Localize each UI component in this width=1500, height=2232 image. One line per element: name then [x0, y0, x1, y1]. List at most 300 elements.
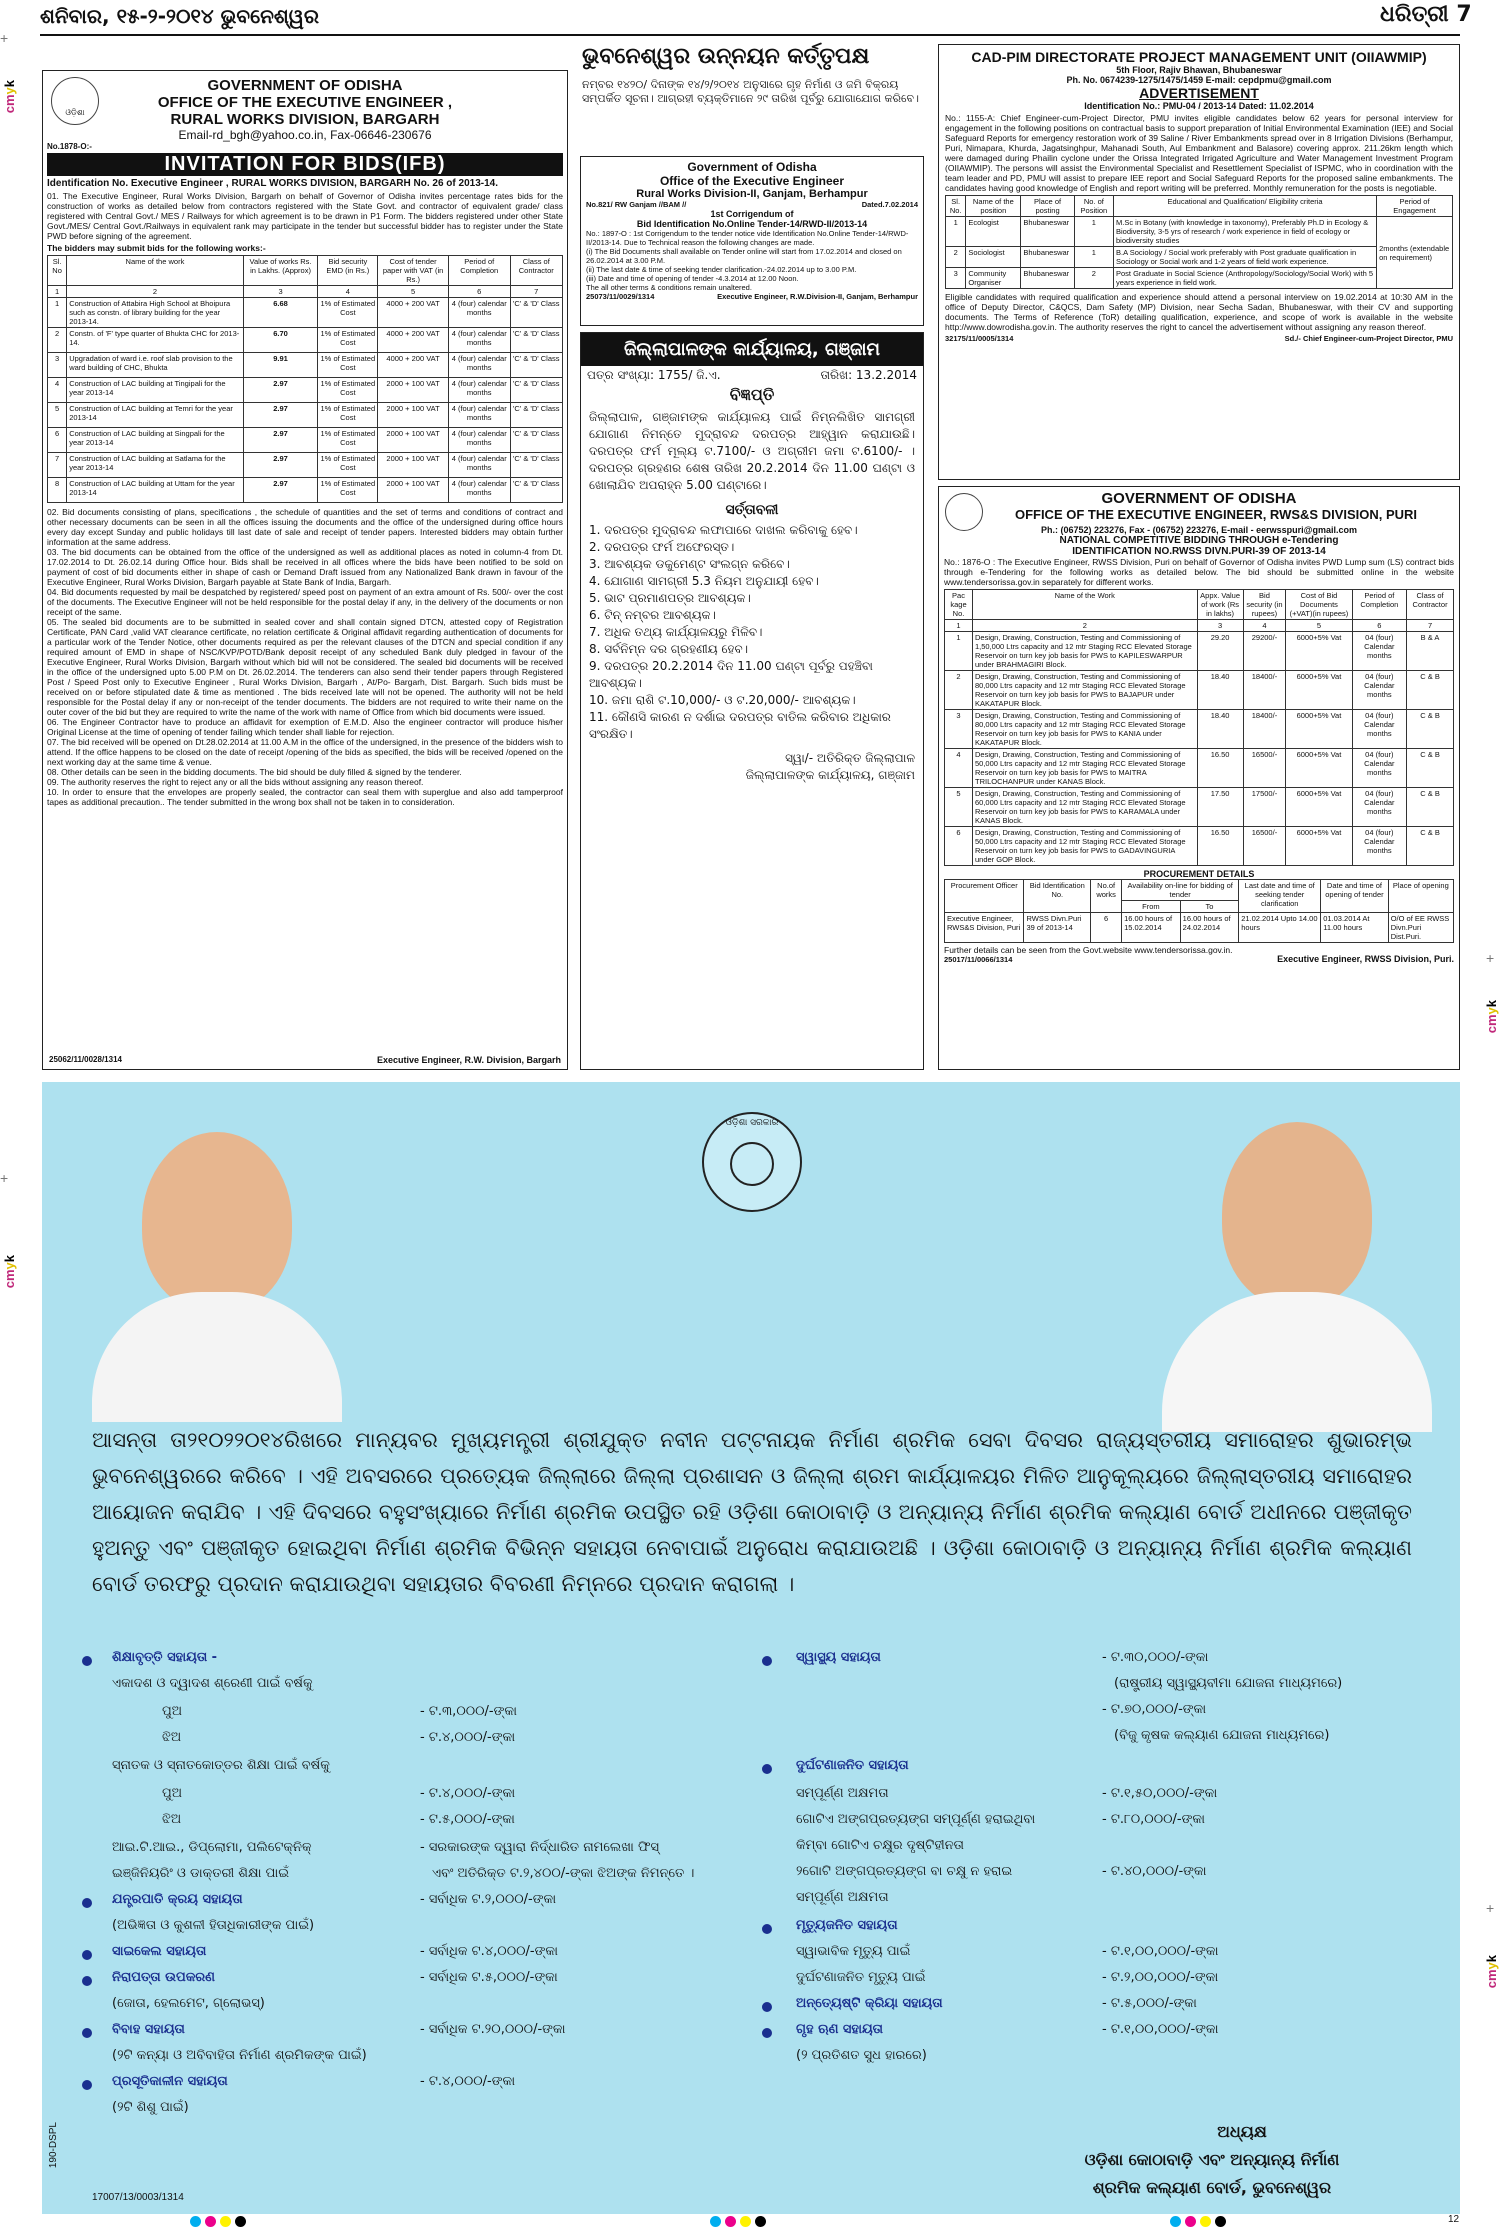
odia-tender-item: 7. ଅଧିକ ତଥ୍ୟ କାର୍ଯ୍ୟାଳୟରୁ ମିଳିବ। [589, 625, 763, 639]
edu-title: ଶିକ୍ଷାବୃତ୍ତି ସହାୟତା - [112, 1650, 218, 1665]
edu-val-4: - ଟ.୫,୦୦୦/-ଙ୍କା [420, 1812, 515, 1827]
house-val: - ଟ.୧,୦୦,୦୦୦/-ଙ୍କା [1102, 2022, 1219, 2037]
rwss-col-header: Name of the Work [973, 590, 1198, 620]
table-row [48, 298, 563, 328]
death-2: ଦୁର୍ଘଟଣାଜନିତ ମୃତ୍ୟୁ ପାଇଁ [796, 1970, 926, 1985]
banner-intro: ଆସନ୍ତା ତା୨୧୦୨୨୦୧୪ରିଖରେ ମାନ୍ୟବର ମୁଖ୍ୟମନ୍ତ୍ରୀ ଶ୍ରୀଯୁକ୍ତ ନବୀନ ପଟ୍ଟନାୟକ ନିର୍ମାଣ ଶ୍ରମିକ ସେବା ଦିବସର ରାଜ୍ୟସ୍ତରୀୟ ସମାରୋହର ଶୁଭାରମ୍ଭ ଭୁବନେଶ୍ୱରରେ କରିବେ । ଏହି ଅବସରରେ ପ୍ରତ୍ୟେକ ଜିଲ୍ଲାରେ ଜିଲ୍ଲା ପ୍ରଶାସନ ଓ ଜିଲ୍ଲା ଶ୍ରମ କାର୍ଯ୍ୟାଳୟର ମିଳିତ ଆନୁକୂଲ୍ୟରେ ଜିଲ୍ଲାସ୍ତରୀୟ ସମାରୋହର ଆୟୋଜନ କରାଯିବ । ଏହି ଦିବସରେ ବହୁସଂଖ୍ୟାରେ ନିର୍ମାଣ ଶ୍ରମିକ ଉପସ୍ଥିତ ରହି ଓଡ଼ିଶା କୋଠାବାଡ଼ି ଓ ଅନ୍ୟାନ୍ୟ ନିର୍ମାଣ ଶ୍ରମିକ କଲ୍ୟାଣ ବୋର୍ଡ ଅଧୀନରେ ପଞ୍ଜୀକୃତ ହୁଅନ୍ତୁ ଏବଂ ପଞ୍ଜୀକୃତ ହୋଇଥିବା ନିର୍ମାଣ ଶ୍ରମିକ ବିଭିନ୍ନ ସହାୟତା ନେବାପାଇଁ ଅନୁରୋଧ କରାଯାଉଅଛି । ଓଡ଼ିଶା କୋଠାବାଡ଼ି ଓ ଅନ୍ୟାନ୍ୟ ନିର୍ମାଣ ଶ୍ରମିକ କଲ୍ୟାଣ ବୋର୍ଡ ତରଫରୁ ପ୍ରଦାନ କରାଯାଉଥିବା ସହାୟତାର ବିବରଣୀ ନିମ୍ନରେ ପ୍ରଦାନ କରାଗଲା । [92, 1428, 1412, 1596]
cadpim-advertisement [938, 44, 1460, 480]
cadpim-adv: ADVERTISEMENT [1139, 85, 1259, 101]
ifb-cell-cls: 'C' & 'D' Class [510, 378, 563, 403]
ifb-cell-cost: 2000 + 100 VAT [378, 428, 449, 453]
crop-mark-right-bottom: + [1486, 1900, 1495, 1916]
rwss-footer [944, 955, 1454, 964]
health-val-2: - ଟ.୭୦,୦୦୦/-ଙ୍କା [1102, 1702, 1207, 1717]
header-rule [40, 34, 1460, 36]
odia-tender-sign-2: ଜିଲ୍ଲାପାଳଙ୍କ କାର୍ଯ୍ୟାଳୟ, ଗଞ୍ଜାମ [745, 768, 915, 782]
corr-no: No.: 1897-O : 1st Corrigendum to the tender notice vide Identification No.Online Tender-14/RWD-II/2013-14. Due to Technical reason the following changes are made. [586, 229, 909, 247]
edu-girl-1: ଝିଅ [162, 1730, 182, 1745]
table-row [946, 217, 1453, 247]
rwss-cell-cls: C & B [1407, 749, 1454, 788]
cad-cell-name: Ecologist [966, 217, 1021, 247]
table-row [48, 353, 563, 378]
rwss-foot-sign: Executive Engineer, RWSS Division, Puri. [1277, 954, 1454, 964]
ifb-foot-no: 25062/11/0028/1314 [49, 1055, 122, 1064]
ifb-cell-name: Construction of LAC building at Singpali for the year 2013-14 [67, 428, 243, 453]
edu-sub-3a: ଆଇ.ଟି.ଆଇ., ଡିପ୍ଲୋମା, ପଲିଟେକ୍‌ନିକ୍ [112, 1840, 312, 1855]
ifb-cell-cost: 4000 + 200 VAT [378, 298, 449, 328]
ifb-cell-sl: 5 [48, 403, 67, 428]
rwss-cell-pk: 1 [945, 632, 973, 671]
cmyk-mark-right-2: cmyk [1484, 1955, 1499, 1989]
ifb-cell-name: Upgradation of ward i.e. roof slab provision to the ward building of CHC, Bhukta [67, 353, 243, 378]
ifb-col-header: Sl. No [48, 256, 67, 286]
ifb-cell-name: Constn. of 'F' type quarter of Bhukta CHC for 2013-14. [67, 328, 243, 353]
odia-tender-item: 6. ଟିନ୍ ନମ୍ବର ଆବଶ୍ୟକ। [589, 608, 716, 622]
cad-col-header: Place of posting [1021, 196, 1074, 217]
table-row [48, 428, 563, 453]
odia-tender-heading: ଜିଲ୍ଲାପାଳଙ୍କ କାର୍ଯ୍ୟାଳୟ, ଗଞ୍ଜାମ [581, 333, 923, 366]
bullet-cycle [82, 1950, 92, 1960]
ifb-cell-name: Construction of LAC building at Uttam for the year 2013-14 [67, 478, 243, 503]
cad-cell-name: Community Organiser [966, 268, 1021, 289]
rwss-cell-val: 16.50 [1197, 749, 1243, 788]
edu-val-5a: - ସରକାରଙ୍କ ଦ୍ୱାରା ନିର୍ଦ୍ଧାରିତ ନାମଲେଖା ଫିସ୍ [420, 1840, 659, 1855]
edu-sub-1: ଏକାଦଶ ଓ ଦ୍ୱାଦଶ ଶ୍ରେଣୀ ପାଇଁ ବର୍ଷକୁ [112, 1676, 313, 1691]
acc-3: କିମ୍ବା ଗୋଟିଏ ଚକ୍ଷୁର ଦୃଷ୍ଟିହୀନତା [796, 1838, 965, 1853]
rwss-cell-name: Design, Drawing, Construction, Testing and Commissioning of 80,000 Ltrs capacity and 12 mtr Staging RCC Elevated Storage Reservoir on turn key job basis for PWS to KANIA under KAKATAPUR Block. [973, 710, 1198, 749]
rwss-col-number: 3 [1197, 620, 1243, 632]
bullet-maternity [82, 2080, 92, 2090]
ifb-cell-val: 2.97 [243, 478, 318, 503]
rwss-col-number: 7 [1407, 620, 1454, 632]
cad-cell-sl: 2 [946, 247, 966, 268]
ifb-para: 09. The authority reserves the right to reject any or all the bids without assigning any reason thereof. [47, 777, 424, 787]
rwss-cell-name: Design, Drawing, Construction, Testing and Commissioning of 1,50,000 Ltrs capacity and 12 mtr Staging RCC Elevated Storage Reservoir on turn key job basis for PWS to KAPILESWARPUR under BRAHMAGIRI Block. [973, 632, 1198, 671]
corr-iii: (iii) Date and time of opening of tender -4.3.2014 at 12.00 Noon. [586, 274, 799, 283]
safety-val: - ସର୍ବାଧିକ ଟ.୫,୦୦୦/-ଙ୍କା [420, 1970, 558, 1985]
crop-mark-left-mid: + [0, 1170, 9, 1186]
banner-sign-1: ଅଧ୍ୟକ୍ଷ [1217, 2122, 1267, 2141]
odia-tender-item: 4. ଯୋଗାଣ ସାମଗ୍ରୀ 5.3 ନିୟମ ଅନୁଯାୟୀ ହେବ। [589, 574, 819, 588]
proc-place: O/O of EE RWSS Divn.Puri Dist.Puri. [1388, 913, 1453, 943]
proc-to: 16.00 hours of 24.02.2014 [1180, 913, 1239, 943]
proc-col-to: To [1180, 901, 1239, 913]
ifb-foot-sign: Executive Engineer, R.W. Division, Bargarh [376, 1055, 561, 1065]
odia-tender-ref-left: ପତ୍ର ସଂଖ୍ୟା: 1755/ ଜି.ଏ. [587, 368, 721, 382]
ifb-paras [47, 507, 563, 807]
ifb-cell-cls: 'C' & 'D' Class [510, 478, 563, 503]
cadpim-ident: Identification No.: PMU-04 / 2013-14 Dated: 11.02.2014 [1084, 101, 1314, 111]
table-row [945, 827, 1454, 866]
rwss-cell-pk: 5 [945, 788, 973, 827]
rwss-cell-bid: 16500/- [1243, 749, 1286, 788]
ifb-cell-period: 4 (four) calendar months [448, 378, 510, 403]
proc-open: 01.03.2014 At 11.00 hours [1321, 913, 1388, 943]
corr-footer [586, 292, 918, 301]
banner-sign-3: ଶ୍ରମିକ କଲ୍ୟାଣ ବୋର୍ଡ, ଭୁବନେଶ୍ୱର [1092, 2178, 1332, 2197]
proc-col-no: No.of works [1091, 880, 1122, 913]
corr-ref-left: No.821/ RW Ganjam //BAM // [586, 200, 687, 209]
rwss-col-header: Pac kage No. [945, 590, 973, 620]
rwss-cell-cls: C & B [1407, 710, 1454, 749]
ifb-cell-period: 4 (four) calendar months [448, 428, 510, 453]
page-header-date: ଶନିବାର, ୧୫-୨-୨୦୧୪ ଭୁବନେଶ୍ୱର [40, 4, 320, 28]
proc-col-avail: Availability on-line for bidding of tender [1122, 880, 1239, 901]
mat-val: - ଟ.୪,୦୦୦/-ଙ୍କା [420, 2074, 516, 2089]
corr-foot-no: 25073/11/0029/1314 [586, 292, 655, 301]
marriage-sub: (୨ଟି କନ୍ୟା ଓ ଅବିବାହିତା ନିର୍ମାଣ ଶ୍ରମିକଙ୍କ ପାଇଁ) [112, 2048, 367, 2063]
ifb-col-header: Name of the work [67, 256, 243, 286]
bullet-accident [762, 1764, 772, 1774]
edu-val-2: - ଟ.୪,୦୦୦/-ଙ୍କା [420, 1730, 516, 1745]
cad-col-header: Sl. No. [946, 196, 966, 217]
odisha-seal-icon [51, 77, 99, 125]
ifb-cell-cls: 'C' & 'D' Class [510, 298, 563, 328]
proc-no: 6 [1091, 913, 1122, 943]
bullet-safety [82, 1976, 92, 1986]
proc-last: 21.02.2014 Upto 14.00 hours [1239, 913, 1321, 943]
ifb-cell-cls: 'C' & 'D' Class [510, 403, 563, 428]
ifb-cell-val: 2.97 [243, 428, 318, 453]
mat-title: ପ୍ରସୂତିକାଳୀନ ସହାୟତା [112, 2074, 228, 2089]
house-sub: (୨ ପ୍ରତିଶତ ସୁଧ ହାରରେ) [796, 2048, 927, 2063]
ifb-org-3: RURAL WORKS DIVISION, BARGARH [170, 111, 440, 128]
cad-col-header: Period of Engagement [1377, 196, 1453, 217]
ifb-para: 02. Bid documents consisting of plans, specifications , the schedule of quantities and the set of terms and conditions of contract and other necessary documents can be seen in all the offices issuing the documents and the office of the undersigned during office hours every day except Sunday and public holidays till last date of sale and receipt of tender papers. Interested bidders may obtain further information at the same address. [47, 507, 563, 547]
ifb-col-number: 1 [48, 286, 67, 298]
ifb-para: 10. In order to ensure that the envelopes are properly sealed, the contractor can seal them with superglue and also add tamperproof tapes as additional precaution.. The tender submitted in the wrong box shall not be taken in to consideration. [47, 787, 563, 807]
rwss-cell-bid: 16500/- [1243, 827, 1286, 866]
safety-sub: (ଜୋତା, ହେଲମେଟ, ଗ୍ଲୋଭସ୍) [112, 1996, 265, 2011]
table-row [945, 632, 1454, 671]
proc-col-from: From [1122, 901, 1181, 913]
ifb-org-2: OFFICE OF THE EXECUTIVE ENGINEER , [157, 94, 453, 111]
odia-tender-sign-1: ସ୍ୱା/- ଅତିରିକ୍ତ ଜିଲ୍ଲାପାଳ [785, 751, 915, 765]
ifb-ref: No.1878-O:- [47, 142, 92, 151]
ifb-cell-cls: 'C' & 'D' Class [510, 453, 563, 478]
ifb-para: 04. Bid documents requested by mail be despatched by registered/ speed post on payment of an extra amount of Rs. 500/- over the cost of the documents. The Executive Engineer will not be held responsible for the postal delay if any, in the delivery of the documents or non receipt of the same. [47, 587, 563, 617]
ifb-cell-name: Construction of LAC building at Satlama for the year 2013-14 [67, 453, 243, 478]
rwss-puri-notice [938, 486, 1460, 1070]
rwss-cell-cost: 6000+5% Vat [1286, 788, 1352, 827]
odia-tender-ref [581, 366, 923, 385]
rwss-col-number: 2 [973, 620, 1198, 632]
cadpim-foot: Eligible candidates with required qualification and experience should attend a personal interview on 19.02.2014 at 10:30 AM in the office of Deputy Director, C&QCS, Dam Safety (MP) Division, near Secha Sadan, Bhubaneswar, with their CV and supporting documents. The Terms of Reference (ToR) detailing qualification, experience, and scope of work is available in the website http://www.dowrodisha.gov.in. The authority reserves the right to cancel the advertisement without assigning any reason thereof. [945, 292, 1453, 332]
ifb-footer [49, 1055, 561, 1065]
odia-tender-title: ବିଜ୍ଞପ୍ତି [729, 385, 775, 404]
rwss-cell-cls: C & B [1407, 827, 1454, 866]
ifb-cell-cost: 4000 + 200 VAT [378, 353, 449, 378]
odia-tender-item: 11. କୌଣସି କାରଣ ନ ଦର୍ଶାଇ ଦରପତ୍ର ବାତିଲ କରିବାର ଅଧିକାର ସଂରକ୍ଷିତ। [589, 710, 891, 741]
bullet-funeral [762, 2002, 772, 2012]
rwss-cell-val: 29.20 [1197, 632, 1243, 671]
odia-tender-body: ଜିଲ୍ଲାପାଳ, ଗଞ୍ଜାମଙ୍କ କାର୍ଯ୍ୟାଳୟ ପାଇଁ ନିମ୍ନଲିଖିତ ସାମଗ୍ରୀ ଯୋଗାଣ ନିମନ୍ତେ ମୁଦ୍ରାବନ୍ଦ ଦରପତ୍ର ଆହ୍ୱାନ କରାଯାଉଛି। ଦରପତ୍ର ଫର୍ମ ମୂଲ୍ୟ ଟ.7100/- ଓ ଅଗ୍ରୀମ ଜମା ଟ.6100/- । ଦରପତ୍ର ଗ୍ରହଣର ଶେଷ ତାରିଖ 20.2.2014 ଦିନ 11.00 ଘଣ୍ଟା ଓ ଖୋଲାଯିବ ଅପରାହ୍ନ 5.00 ଘଣ୍ଟାରେ। [589, 410, 915, 492]
cad-cell-edu: M.Sc in Botany (with knowledge in taxonomy), Preferably Ph.D in Ecology & Biodiversity, 3-5 yrs of research / work experience in field of ecology or biodiversity studies [1114, 217, 1377, 247]
death-title: ମୃତ୍ୟୁଜନିତ ସହାୟତା [796, 1918, 898, 1933]
cadpim-footer [945, 334, 1453, 343]
cmyk-mark-left-2: cmyk [2, 1255, 17, 1289]
corr-ref [586, 200, 918, 209]
proc-col-place: Place of opening [1388, 880, 1453, 913]
ifb-cell-name: Construction of LAC building at Tingipali for the year 2013-14 [67, 378, 243, 403]
cad-cell-edu: Post Graduate in Social Science (Anthropology/Sociology/Social Work) with 5 years experience in field work. [1114, 268, 1377, 289]
acc-1: ସମ୍ପୂର୍ଣ୍ଣ ଅକ୍ଷମତା [796, 1786, 889, 1801]
cad-col-header: Name of the position [966, 196, 1021, 217]
page-header-masthead: ଧରିତ୍ରୀ 7 [1380, 2, 1472, 27]
ifb-cell-cost: 2000 + 100 VAT [378, 378, 449, 403]
ifb-col-number: 2 [67, 286, 243, 298]
ifb-cell-val: 2.97 [243, 453, 318, 478]
banner-side-code: 190-DSPL [48, 2122, 59, 2169]
odia-tender-item: 3. ଆବଶ୍ୟକ ଡକୁମେଣ୍ଟ ସଂଲଗ୍ନ କରିବେ। [589, 557, 790, 571]
cad-col-header: No. of Position [1074, 196, 1113, 217]
ifb-col-number: 4 [318, 286, 378, 298]
cad-cell-no: 1 [1074, 217, 1113, 247]
rwss-cell-period: 04 (four) Calendar months [1352, 632, 1407, 671]
rwss-ncb: NATIONAL COMPETITIVE BIDDING THROUGH e-Tendering [1059, 535, 1339, 546]
rwss-proc-table [944, 879, 1454, 943]
ifb-cell-sl: 8 [48, 478, 67, 503]
acc-4: ୨ଗୋଟି ଅଙ୍ଗପ୍ରତ୍ୟଙ୍ଗ ବା ଚକ୍ଷୁ ନ ହରାଇ [796, 1864, 1013, 1879]
acc-5: ସମ୍ପୂର୍ଣ୍ଣ ଅକ୍ଷମତା [796, 1890, 889, 1905]
cad-cell-period: 2months (extendable on requirement) [1377, 217, 1453, 289]
ifb-cell-cost: 2000 + 100 VAT [378, 453, 449, 478]
ifb-para: 03. The bid documents can be obtained from the office of the undersigned as well as additional places as noted in column-4 from Dt. 17.02.2014 to Dt. 26.02.14 during Office hour. Bids shall be received in all offices where the bids have been notified to be sold on payment of cost of bid documents either in shape of cash or Demand Draft issued from any Nationalized Bank drawn in favour of the Executive Engineer, Rural Works Division, Bargarh payable at State Bank of India, Bargarh. [47, 547, 563, 587]
cmyk-mark-left: cmyk [2, 80, 17, 114]
death-2-val: - ଟ.୨,୦୦,୦୦୦/-ଙ୍କା [1102, 1970, 1219, 1985]
rwss-col-header: Appx. Value of work (Rs in lakhs) [1197, 590, 1243, 620]
rwss-cell-val: 18.40 [1197, 671, 1243, 710]
rwss-proc-title: PROCUREMENT DETAILS [1143, 869, 1255, 879]
ifb-org-1: GOVERNMENT OF ODISHA [207, 77, 403, 94]
corr-title: 1st Corrigendum of [710, 209, 794, 219]
cad-cell-edu: B.A Sociology / Social work preferably with Post graduate qualification in Sociology or Social work and 1-2 years of field work experience. [1114, 247, 1377, 268]
cad-cell-sl: 3 [946, 268, 966, 289]
ifb-works-table [47, 255, 563, 503]
rwss-ph: Ph.: (06752) 223276, Fax - (06752) 223276, E-mail - eerwsspuri@gmail.com [1041, 525, 1357, 535]
bullet-death [762, 1924, 772, 1934]
rwss-col-number: 6 [1352, 620, 1407, 632]
ifb-col-header: Cost of tender paper with VAT (in Rs.) [378, 256, 449, 286]
crop-mark-left-top: + [0, 30, 9, 46]
ifb-cell-emd: 1% of Estimated Cost [318, 478, 378, 503]
odia-tender-item: 9. ଦରପତ୍ର 20.2.2014 ଦିନ 11.00 ଘଣ୍ଟା ପୂର୍ବରୁ ପହଞ୍ଚିବା ଆବଶ୍ୟକ। [589, 659, 873, 690]
corr-i: (i) The Bid Documents shall available on Tender online will start from 17.02.2014 and closed on 26.02.2014 at 3.00 P.M. [586, 247, 902, 265]
edu-val-3: - ଟ.୪,୦୦୦/-ଙ୍କା [420, 1786, 516, 1801]
ifb-bargarh-notice [42, 70, 568, 1070]
rwss-col-header: Bid security (in rupees) [1243, 590, 1286, 620]
ifb-cell-emd: 1% of Estimated Cost [318, 353, 378, 378]
rwss-foot: Further details can be seen from the Govt.website www.tendersorissa.gov.in. [944, 945, 1233, 955]
ifb-cell-sl: 2 [48, 328, 67, 353]
welfare-board-banner [42, 1082, 1460, 2214]
rwss-col-number: 5 [1286, 620, 1352, 632]
rwss-works-table [944, 589, 1454, 866]
proc-col-officer: Procurement Officer [945, 880, 1024, 913]
ifb-col-header: Bid security EMD (in Rs.) [318, 256, 378, 286]
banner-sign-2: ଓଡ଼ିଶା କୋଠାବାଡ଼ି ଏବଂ ଅନ୍ୟାନ୍ୟ ନିର୍ମାଣ [1084, 2150, 1340, 2169]
ifb-para: 06. The Engineer Contractor have to produce an affidavit for exemption of E.M.D. Also the engineer contractor will produce his/her Original License at the time of opening of tender failing which tender shall liable for rejection. [47, 717, 563, 737]
ifb-cell-name: Construction of Attabira High School at Bhoipura such as constn. of library building for the year 2013-14. [67, 298, 243, 328]
rwss-cell-period: 04 (four) Calendar months [1352, 710, 1407, 749]
rwss-cell-bid: 18400/- [1243, 671, 1286, 710]
ifb-cell-emd: 1% of Estimated Cost [318, 378, 378, 403]
proc-officer: Executive Engineer, RWS&S Division, Puri [945, 913, 1024, 943]
cadpim-addr: 5th Floor, Rajiv Bhawan, Bhubaneswar [1116, 65, 1282, 75]
cad-cell-place: Bhubaneswar [1021, 268, 1074, 289]
ifb-cell-emd: 1% of Estimated Cost [318, 428, 378, 453]
corr-org-3: Rural Works Division-II, Ganjam, Berhampur [636, 188, 868, 200]
odia-notice-heading: ଭୁବନେଶ୍ୱର ଉନ୍ନୟନ କର୍ତ୍ତୃପକ୍ଷ [582, 44, 870, 69]
cad-cell-place: Bhubaneswar [1021, 217, 1074, 247]
rwss-cell-val: 18.40 [1197, 710, 1243, 749]
ifb-para-01: 01. The Executive Engineer, Rural Works Division, Bargarh on behalf of Governor of Odisha invites percentage rates bids for the construction of works as detailed below from contractors registered with the State Govt. and contractor of equivalent grade/ class registered with Central Govt./ MES / Railways for which agreement is to be drawn in P1 Form. The bidders registered under other State Govt./MES/ Central Govt./Railways in equivalent rank may participate in the tender but successful bidder has to register under the State PWD before signing of the agreement. [47, 191, 563, 241]
table-row [946, 247, 1453, 268]
bullet-house [762, 2028, 772, 2038]
odia-tender-item: 5. ଭାଟ ପ୍ରମାଣପତ୍ର ଆବଶ୍ୟକ। [589, 591, 751, 605]
death-1-val: - ଟ.୧,୦୦,୦୦୦/-ଙ୍କା [1102, 1944, 1219, 1959]
ifb-col-number: 5 [378, 286, 449, 298]
odia-tender-item: 1. ଦରପତ୍ର ମୁଦ୍ରାବନ୍ଦ ଲଫାପାରେ ଦାଖଲ କରିବାକୁ ହେବ। [589, 523, 858, 537]
rwss-cell-period: 04 (four) Calendar months [1352, 827, 1407, 866]
rwss-cell-cost: 6000+5% Vat [1286, 632, 1352, 671]
rwss-cell-name: Design, Drawing, Construction, Testing and Commissioning of 60,000 Ltrs capacity and 12 mtr Staging RCC Elevated Storage Reservoir on turn key job basis for PWS to KARAMALA under KANAS Block. [973, 788, 1198, 827]
proc-col-bid: Bid Identification No. [1024, 880, 1091, 913]
odia-tender-item: 8. ସର୍ବନିମ୍ନ ଦର ଗ୍ରହଣୀୟ ହେବ। [589, 642, 749, 656]
table-row [48, 378, 563, 403]
ifb-cell-period: 4 (four) calendar months [448, 478, 510, 503]
corr-subtitle: Bid Identification No.Online Tender-14/RWD-II/2013-14 [636, 219, 868, 229]
house-title: ଗୃହ ଋଣ ସହାୟତା [796, 2022, 884, 2037]
cad-cell-no: 1 [1074, 247, 1113, 268]
ifb-para: 05. The sealed bid documents are to be submitted in sealed cover and shall contain signed DTCN, attested copy of Registration Certificate, PAN Card ,valid VAT clearance certificate, no relation certificate & Original affidavit regarding authentication of documents for a particular work of the Tender Notice, other documents required as per the relevant clauses of the DTCN and special condition if any required amount of EMD in shape of NSC/KVP/POTD/Bank deposit receipt of any scheduled Bank duly pledged in favour of the Executive Engineer, Rural Works Division, Bargarh without which bid will not be considered. The sealed bid documents will be received in the office of the undersigned upto 5.00 P.M on Dt. 26.02.2014. The tenderers can also send their tender papers through Registered Post / Speed Post only to Executive Engineer , Rural Works Division, Bargarh , At/Po- Bargarh, Dist. Bargarh. Such bids must be received on or before stipulated date & time as mentioned . The bids received late will not be opened. The authority will not be held responsible for the Postal delay if any or non-receipt of the tender documents. The bidders are not required to write their name on the outer cover of the bid but they are required to write the name of the work with name of Office from which bid documents were issued. [47, 617, 563, 717]
ifb-para: 07. The bid received will be opened on Dt.28.02.2014 at 11.00 A.M in the office of the undersigned, in the presence of the bidders wish to attend. If the office happens to be closed on the date of receipt /opening of the bids as specified, the bids will be received /opened on the next working day at the same time & venue. [47, 737, 563, 767]
rwss-cell-name: Design, Drawing, Construction, Testing and Commissioning of 80,000 Ltrs capacity and 12 mtr Staging RCC Elevated Storage Reservoir on turn key job basis for PWS to BAJAPUR under KAKATAPUR Block. [973, 671, 1198, 710]
ifb-col-number: 7 [510, 286, 563, 298]
ifb-cell-sl: 7 [48, 453, 67, 478]
table-row [945, 671, 1454, 710]
ifb-contact: Email-rd_bgh@yahoo.co.in, Fax-06646-230676 [178, 128, 432, 142]
emblem-icon [702, 1112, 802, 1212]
edu-sub-2: ସ୍ନାତକ ଓ ସ୍ନାତକୋତ୍ତର ଶିକ୍ଷା ପାଇଁ ବର୍ଷକୁ [112, 1758, 330, 1773]
corr-other: The all other terms & conditions remain unaltered. [586, 283, 752, 292]
table-row [48, 478, 563, 503]
rwss-cell-cls: C & B [1407, 788, 1454, 827]
page-folio: 12 [1448, 2214, 1460, 2225]
rwss-body: No.: 1876-O : The Executive Engineer, RWSS Division, Puri on behalf of Governor of Odisha invites PWD Lump sum (LS) contract bids through e-Tendering for the following works as detailed below. The bid should be submitted online in the website www.tendersorissa.gov.in separately for different works. [944, 557, 1454, 587]
bullet-edu [82, 1656, 92, 1666]
rwss-cell-val: 16.50 [1197, 827, 1243, 866]
table-row [945, 710, 1454, 749]
rwss-cell-period: 04 (four) Calendar months [1352, 749, 1407, 788]
marriage-val: - ସର୍ବାଧିକ ଟ.୨୦,୦୦୦/-ଙ୍କା [420, 2022, 566, 2037]
tool-title: ଯନ୍ତ୍ରପାତି କ୍ରୟ ସହାୟତା [112, 1892, 243, 1907]
bullet-marriage [82, 2028, 92, 2038]
seal-text: ଓଡ଼ିଶା [65, 108, 85, 117]
health-sub-2: (ବିଜୁ କୃଷକ କଲ୍ୟାଣ ଯୋଜନା ମାଧ୍ୟମରେ) [1114, 1728, 1330, 1743]
death-1: ସ୍ୱାଭାବିକ ମୃତ୍ୟୁ ପାଇଁ [796, 1944, 911, 1959]
cycle-title: ସାଇକେଲ ସହାୟତା [112, 1944, 207, 1959]
cad-cell-no: 2 [1074, 268, 1113, 289]
ifb-cell-name: Construction of LAC building at Temri for the year 2013-14 [67, 403, 243, 428]
ifb-cell-cls: 'C' & 'D' Class [510, 428, 563, 453]
ifb-title: INVITATION FOR BIDS(IFB) [47, 153, 563, 176]
banner-code: 17007/13/0003/1314 [92, 2192, 184, 2203]
odia-tender-notice [580, 332, 924, 1070]
ifb-col-header: Value of works Rs. in Lakhs. (Approx) [243, 256, 318, 286]
ifb-cell-emd: 1% of Estimated Cost [318, 328, 378, 353]
rwss-cell-cost: 6000+5% Vat [1286, 710, 1352, 749]
cad-col-header: Educational and Qualification/ Eligibility criteria [1114, 196, 1377, 217]
rwss-cell-name: Design, Drawing, Construction, Testing and Commissioning of 50,000 Ltrs capacity and 12 mtr Staging RCC Elevated Storage Reservoir on turn key job basis for PWS to MAITRA TRILOCHANPUR under KANAS Block. [973, 749, 1198, 788]
ifb-cell-period: 4 (four) calendar months [448, 353, 510, 378]
cycle-val: - ସର୍ବାଧିକ ଟ.୪,୦୦୦/-ଙ୍କା [420, 1944, 558, 1959]
rwss-col-header: Class of Contractor [1407, 590, 1454, 620]
corr-ii: (ii) The last date & time of seeking tender clarification.-24.02.2014 up to 3.00 P.M. [586, 265, 857, 274]
ifb-cell-period: 4 (four) calendar months [448, 328, 510, 353]
odia-tender-ref-right: ତାରିଖ: 13.2.2014 [820, 368, 917, 382]
rwss-cell-cls: C & B [1407, 671, 1454, 710]
rwss-cell-name: Design, Drawing, Construction, Testing and Commissioning of 50,000 Ltrs capacity and 12 mtr Staging RCC Elevated Storage Reservoir on turn key job basis for PWS to GADAVINGURIA under GOP Block. [973, 827, 1198, 866]
ifb-cell-val: 2.97 [243, 403, 318, 428]
ifb-cell-val: 6.68 [243, 298, 318, 328]
cadpim-foot-no: 32175/11/0005/1314 [945, 334, 1014, 343]
ifb-cell-sl: 1 [48, 298, 67, 328]
ifb-cell-emd: 1% of Estimated Cost [318, 298, 378, 328]
odia-tender-items [581, 522, 923, 743]
ifb-cell-cost: 2000 + 100 VAT [378, 403, 449, 428]
rwss-cell-cls: B & A [1407, 632, 1454, 671]
ifb-cell-emd: 1% of Estimated Cost [318, 403, 378, 428]
rwss-cell-cost: 6000+5% Vat [1286, 827, 1352, 866]
tool-val: - ସର୍ବାଧିକ ଟ.୨,୦୦୦/-ଙ୍କା [420, 1892, 557, 1907]
odia-tender-item: 2. ଦରପତ୍ର ଫର୍ମ ଅଫେରସ୍ତ। [589, 540, 735, 554]
tool-sub: (ଅଭିଜ୍ଞତା ଓ କୁଶଳୀ ହିତାଧିକାରୀଙ୍କ ପାଇଁ) [112, 1918, 315, 1933]
corr-ref-right: Dated.7.02.2014 [861, 200, 918, 209]
ifb-cell-val: 6.70 [243, 328, 318, 353]
safety-title: ନିରାପତ୍ତା ଉପକରଣ [112, 1970, 215, 1985]
cad-cell-sl: 1 [946, 217, 966, 247]
acc-2-val: - ଟ.୮୦,୦୦୦/-ଙ୍କା [1102, 1812, 1205, 1827]
ifb-cell-sl: 3 [48, 353, 67, 378]
edu-val-1: - ଟ.୩,୦୦୦/-ଙ୍କା [420, 1704, 517, 1719]
health-val-1: - ଟ.୩୦,୦୦୦/-ଙ୍କା [1102, 1650, 1209, 1665]
ifb-cell-val: 9.91 [243, 353, 318, 378]
cad-cell-name: Sociologist [966, 247, 1021, 268]
edu-sub-3b: ଇଞ୍ଜିନିୟରିଂ ଓ ଡାକ୍ତରୀ ଶିକ୍ଷା ପାଇଁ [112, 1866, 290, 1881]
rwss-cell-pk: 6 [945, 827, 973, 866]
acc-2: ଗୋଟିଏ ଅଙ୍ଗପ୍ରତ୍ୟଙ୍ଗ ସମ୍ପୂର୍ଣ୍ଣ ହରାଇଥିବା [796, 1812, 1036, 1827]
odisha-seal-icon-2 [945, 493, 983, 531]
edu-boy-2: ପୁଅ [162, 1786, 182, 1801]
corr-org-1: Government of Odisha [687, 160, 817, 174]
cadpim-title: CAD-PIM DIRECTORATE PROJECT MANAGEMENT UNIT (OIIAWMIP) [971, 49, 1427, 65]
cmyk-mark-right: cmyk [1484, 1000, 1499, 1034]
proc-col-last: Last date and time of seeking tender clarification [1239, 880, 1321, 913]
rwss-org-2: OFFICE OF THE EXECUTIVE ENGINEER, RWS&S DIVISION, PURI [1014, 507, 1418, 522]
ifb-cell-period: 4 (four) calendar months [448, 298, 510, 328]
rwss-cell-bid: 29200/- [1243, 632, 1286, 671]
emblem-text: ଓଡ଼ିଶା ସରକାର [725, 1118, 779, 1128]
portrait-right-photo [1152, 1112, 1442, 1432]
health-sub-1: (ରାଷ୍ଟ୍ରୀୟ ସ୍ୱାସ୍ଥ୍ୟବୀମା ଯୋଜନା ମାଧ୍ୟମରେ) [1114, 1676, 1343, 1691]
odia-tender-cond-title: ସର୍ତ୍ତାବଳୀ [725, 502, 779, 518]
ifb-cell-emd: 1% of Estimated Cost [318, 453, 378, 478]
rwss-col-header: Period of Completion [1352, 590, 1407, 620]
edu-boy-1: ପୁଅ [162, 1704, 182, 1719]
ifb-para: 08. Other details can be seen in the bidding documents. The bid should be duly filled & signed by the tenderer. [47, 767, 462, 777]
ifb-cell-val: 2.97 [243, 378, 318, 403]
